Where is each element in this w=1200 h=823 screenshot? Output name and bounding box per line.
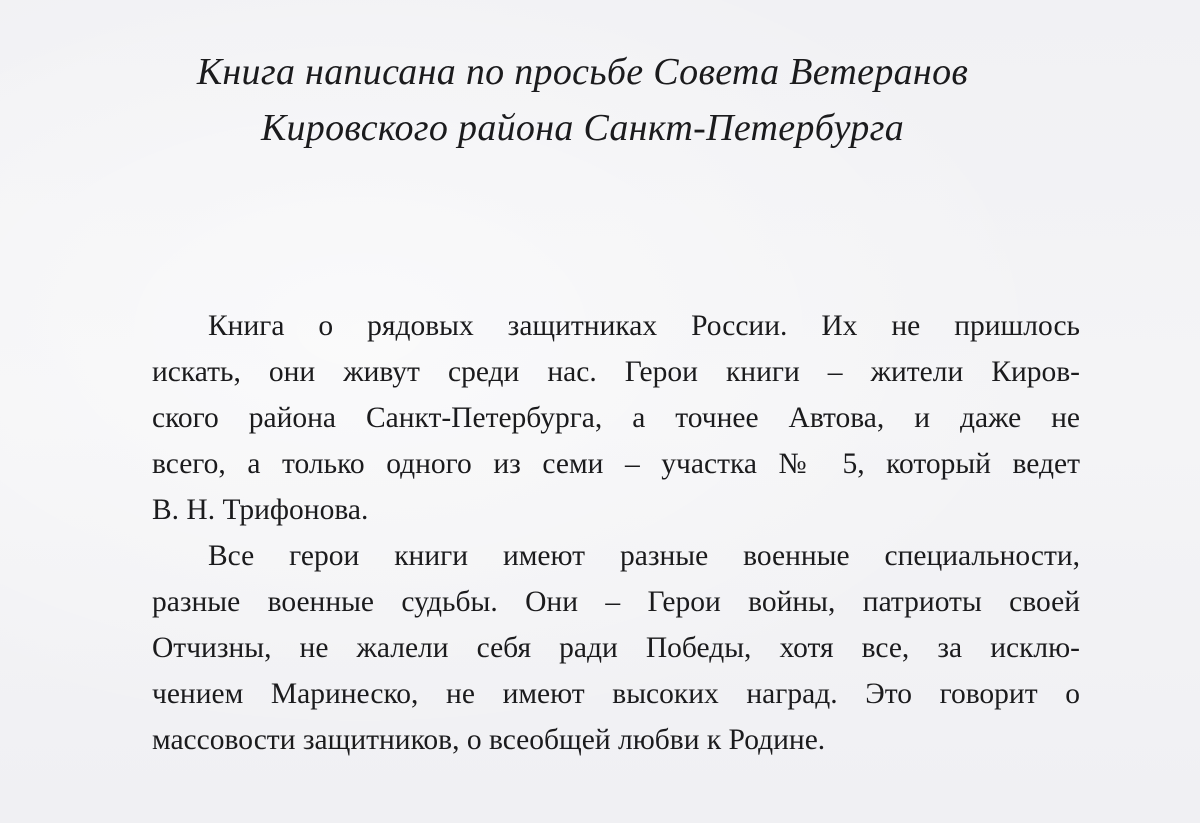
dedication-line-2: Кировского района Санкт-Петербурга — [260, 107, 905, 149]
paragraph-2 — [152, 533, 1080, 763]
text-line: разные военные судьбы. Они – Герои войны, патриоты своей — [152, 586, 1080, 618]
text-line: искать, они живут среди нас. Герои книги – жители Киров- — [152, 356, 1080, 388]
text-line: чением Маринеско, не имеют высоких наград. Это говорит о — [152, 678, 1080, 710]
text-line: всего, а только одного из семи – участка № 5, который ведет — [152, 448, 1080, 480]
dedication-line-1: Книга написана по просьбе Совета Ветеранов — [196, 51, 969, 93]
text-line: Отчизны, не жалели себя ради Победы, хотя все, за исклю- — [152, 632, 1080, 664]
text-line: ского района Санкт-Петербурга, а точнее Автова, и даже не — [152, 402, 1080, 434]
text-line: Книга о рядовых защитниках России. Их не пришлось — [208, 310, 1080, 342]
dedication-heading — [0, 44, 1165, 156]
text-line: В. Н. Трифонова. — [152, 494, 369, 526]
text-line: массовости защитников, о всеобщей любви к Родине. — [152, 724, 826, 756]
text-line: Все герои книги имеют разные военные специальности, — [208, 540, 1080, 572]
preface-text — [152, 303, 1080, 763]
paragraph-1 — [152, 303, 1080, 533]
